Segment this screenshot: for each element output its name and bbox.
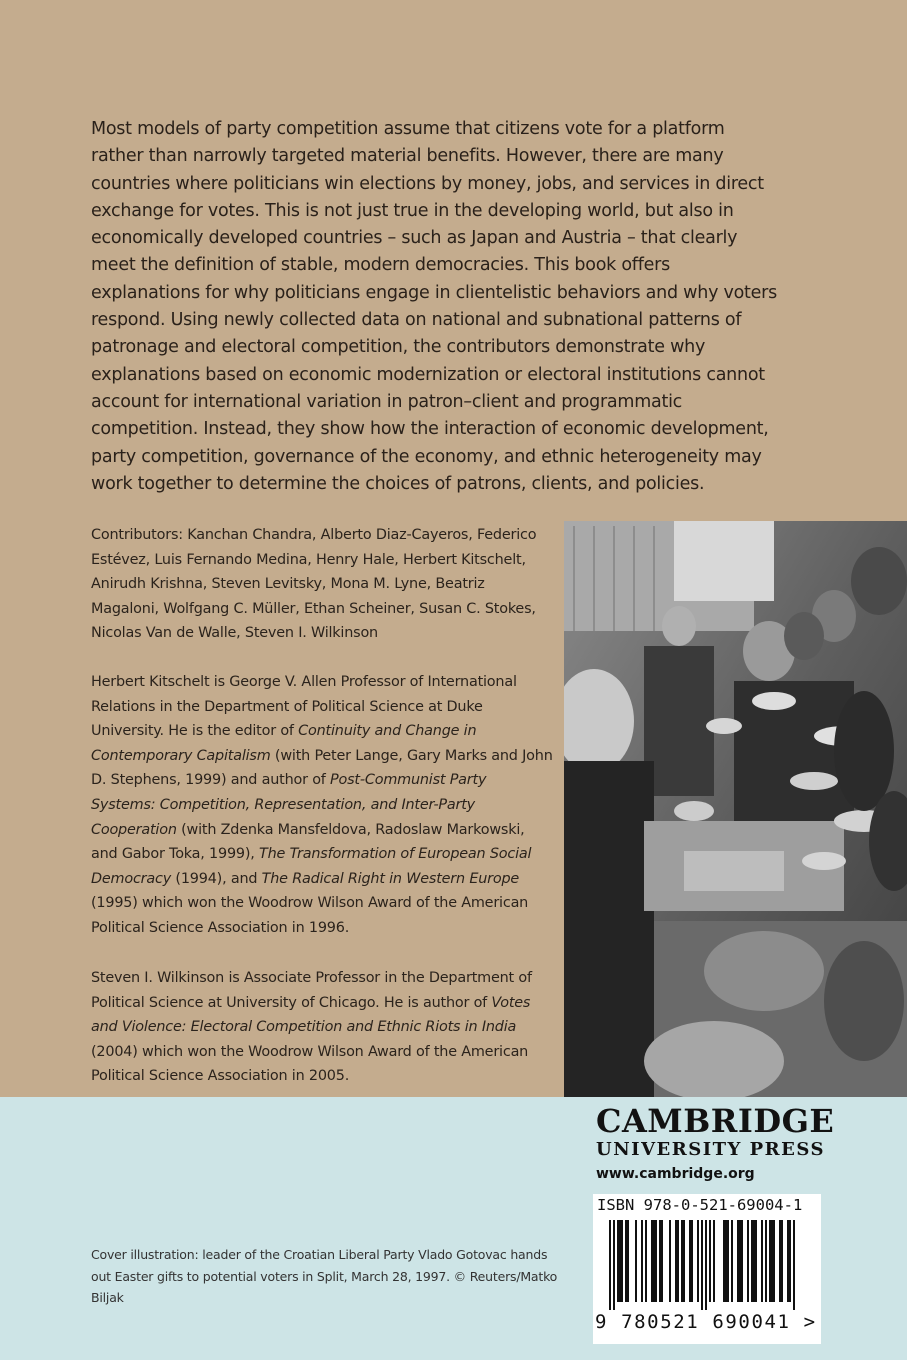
barcode-bar (765, 1220, 767, 1302)
barcode-bar (613, 1220, 615, 1310)
author-bio-wilkinson: Steven I. Wilkinson is Associate Professor in the Department of Political Science at University of Chicago. He is author of Votes and Violence: Electoral Competition and Ethnic Riots in India (2004) which won the Woodrow Wilson Award of the American Political Science Association in 2005. (91, 970, 532, 1085)
barcode-bar (619, 1220, 621, 1302)
barcode-bar (769, 1220, 771, 1302)
publisher-logo (596, 1103, 836, 1187)
barcode-bar (751, 1220, 753, 1302)
barcode-bar (761, 1220, 763, 1302)
barcode-bar (793, 1220, 795, 1310)
isbn-digits: 9 780521 690041 > (595, 1311, 817, 1333)
barcode-bar (701, 1220, 703, 1310)
barcode-bar (677, 1220, 679, 1302)
barcode-bar (789, 1220, 791, 1302)
barcode-bar (779, 1220, 781, 1302)
barcode-bar (731, 1220, 733, 1302)
publisher-subname: UNIVERSITY PRESS (596, 1139, 825, 1160)
barcode-bar (653, 1220, 655, 1302)
barcode-bar (709, 1220, 711, 1302)
barcode-bar (747, 1220, 749, 1302)
barcode-bar (625, 1220, 627, 1302)
barcode-bar (661, 1220, 663, 1302)
cover-illustration-credit: Cover illustration: leader of the Croatian Liberal Party Vlado Gotovac hands out Easter gifts to potential voters in Split, March 28, 1997. © Reuters/Matko Biljak (91, 1247, 558, 1305)
publisher-name: CAMBRIDGE (596, 1102, 835, 1140)
barcode-bar (681, 1220, 683, 1302)
book-description: Most models of party competition assume that citizens vote for a platform rather than narrowly targeted material benefits. However, there are many countries where politicians win elections by money, jobs, and services in direct exchange for votes. This is not just true in the developing world, but also in economically developed countries – such as Japan and Austria – that clearly meet the definition of stable, modern democracies. This book offers explanations for why politicians engage in clientelistic behaviors and why voters respond. Using newly collected data on national and subnational patterns of patronage and electoral competition, the contributors demonstrate why explanations based on economic modernization or electoral institutions cannot account for international variation in patron–client and programmatic competition. Instead, they show how the interaction of economic development, party competition, governance of the economy, and ethnic heterogeneity may work together to determine the choices of patrons, clients, and policies. (91, 119, 777, 494)
barcode-bar (697, 1220, 699, 1302)
barcode-bars (597, 1220, 797, 1310)
barcode-bar (705, 1220, 707, 1310)
barcode-bar (753, 1220, 755, 1302)
barcode-bar (645, 1220, 647, 1302)
barcode-bar (771, 1220, 773, 1302)
barcode-bar (617, 1220, 619, 1302)
barcode-bar (609, 1220, 611, 1310)
barcode-bar (741, 1220, 743, 1302)
barcode-bar (683, 1220, 685, 1302)
barcode-bar (669, 1220, 671, 1302)
barcode-bar (691, 1220, 693, 1302)
barcode-bar (675, 1220, 677, 1302)
contributors-list: Contributors: Kanchan Chandra, Alberto Diaz-Cayeros, Federico Estévez, Luis Fernando Medina, Henry Hale, Herbert Kitschelt, Anirudh Krishna, Steven Levitsky, Mona M. Lyne, Beatriz Magaloni, Wolfgang C. Müller, Ethan Scheiner, Susan C. Stokes, Nicolas Van de Walle, Steven I. Wilkinson (91, 527, 537, 642)
barcode-bar (755, 1220, 757, 1302)
barcode-bar (651, 1220, 653, 1302)
barcode-bar (739, 1220, 741, 1302)
barcode-bar (723, 1220, 725, 1302)
barcode-bar (787, 1220, 789, 1302)
barcode-bar (773, 1220, 775, 1302)
barcode-bar (725, 1220, 727, 1302)
barcode-bar (727, 1220, 729, 1302)
barcode-bar (635, 1220, 637, 1302)
barcode-bar (659, 1220, 661, 1302)
isbn-barcode (593, 1194, 821, 1344)
publisher-url: www.cambridge.org (596, 1166, 755, 1182)
cover-photo (564, 521, 907, 1097)
barcode-bar (627, 1220, 629, 1302)
barcode-bar (713, 1220, 715, 1302)
author-bio-kitschelt: Herbert Kitschelt is George V. Allen Professor of International Relations in the Department of Political Science at Duke University. He is the editor of Continuity and Change in Contemporary Capitalism (with Peter Lange, Gary Marks and John D. Stephens, 1999) and author of Post-Communist Party Systems: Competition, Representation, and Inter-Party Cooperation (with Zdenka Mansfeldova, Radoslaw Markowski, and Gabor Toka, 1999), The Transformation of European Social Democracy (1994), and The Radical Right in Western Europe (1995) which won the Woodrow Wilson Award of the American Political Science Association in 1996. (91, 674, 553, 936)
isbn-label: ISBN 978-0-521-69004-1 (597, 1196, 803, 1214)
barcode-bar (621, 1220, 623, 1302)
barcode-bar (781, 1220, 783, 1302)
barcode-bar (737, 1220, 739, 1302)
barcode-bar (689, 1220, 691, 1302)
barcode-bar (655, 1220, 657, 1302)
barcode-bar (641, 1220, 643, 1302)
